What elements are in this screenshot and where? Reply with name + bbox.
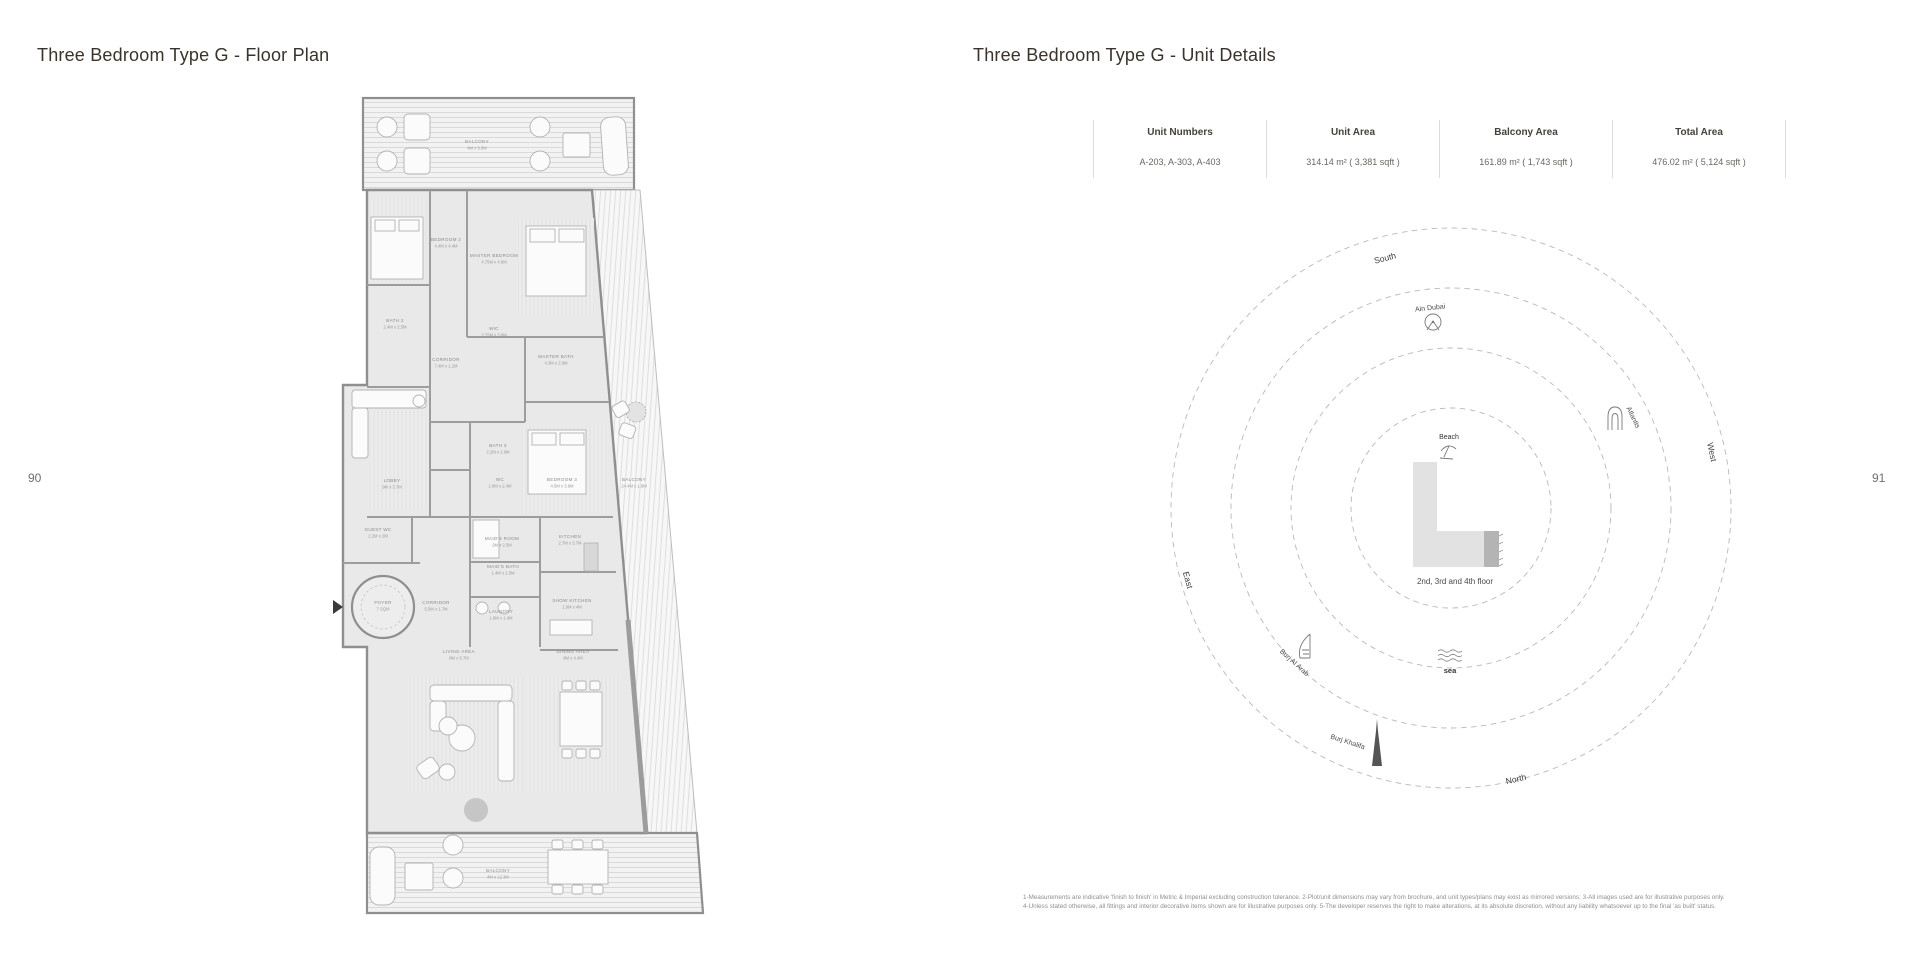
pillow: [399, 220, 419, 231]
room-label: BEDROOM 2: [430, 237, 462, 242]
room-dims: 7 SQM: [376, 606, 390, 612]
washer: [476, 602, 488, 614]
room-dims: 2M x 2.5M: [492, 542, 512, 548]
sofa: [498, 701, 514, 781]
room-dims: 4.4M x 4.4M: [434, 243, 458, 249]
balcony-table: [405, 863, 433, 890]
lobby-sofa: [352, 408, 368, 458]
balcony-chair: [552, 840, 563, 849]
direction-west: West: [1705, 441, 1719, 463]
kitchen-counter: [584, 543, 598, 571]
room-label: KITCHEN: [558, 534, 582, 539]
room-dims: 1.8M x 2.4M: [488, 483, 512, 489]
footnote-line-1: 1-Measurements are indicative 'finish to finish' in Metric & Imperial excluding construction tolerance. 2-Plot/unit dimensions may vary from brochure, and unit types/plans may exist as mirrored versions; 3-All images used are for illustrative purposes only.: [1023, 894, 1725, 901]
sofa: [430, 685, 512, 701]
room-dims: 3.75M x 3.9M: [481, 332, 507, 338]
burj-khalifa-icon: [1372, 719, 1382, 766]
room-label: SHOW KITCHEN: [552, 598, 592, 603]
lobby-lamp: [413, 395, 425, 407]
pillow: [559, 229, 584, 242]
dining-chair: [576, 681, 586, 690]
room-dims: 9M x 3.7M: [382, 484, 402, 490]
balcony-chair: [530, 151, 550, 171]
room-label: BATH 3: [489, 443, 507, 448]
dining-chair: [590, 749, 600, 758]
beach-label: Beach: [1439, 434, 1459, 441]
unit-highlight-ticks: [1499, 534, 1503, 566]
atlantis-label: Atlantis: [1624, 405, 1641, 430]
room-dims: 7.4M x 1.2M: [434, 363, 458, 369]
balcony-lounge: [370, 847, 395, 905]
sea-label: sea: [1443, 666, 1457, 675]
balcony-chair: [572, 840, 583, 849]
room-label: MAID'S BATH: [487, 564, 519, 569]
column-header: Unit Area: [1330, 127, 1376, 138]
table-column-unit-numbers: [1094, 120, 1267, 178]
column-value: 314.14 m² ( 3,381 sqft ): [1306, 157, 1400, 167]
room-dims: 1.4M x 2.5M: [491, 570, 515, 576]
burj-al-arab-icon: [1299, 634, 1310, 658]
unit-details-table: [1093, 120, 1786, 178]
unit-highlight: [1484, 531, 1499, 567]
room-label: DINING AREA: [556, 649, 590, 654]
column-header: Balcony Area: [1494, 127, 1558, 138]
column-header: Total Area: [1675, 127, 1723, 138]
room-label: MAID'S ROOM: [484, 536, 520, 541]
room-dims: 2.7M x 3.7M: [558, 540, 582, 546]
column-value: 476.02 m² ( 5,124 sqft ): [1652, 157, 1746, 167]
column-header: Unit Numbers: [1147, 127, 1213, 138]
burj-al-arab-label: Burj Al Arab: [1278, 648, 1310, 678]
room-dims: 4.75M x 4.8M: [481, 259, 507, 265]
table-column-total-area: [1613, 120, 1786, 178]
balcony-chair: [377, 117, 397, 137]
pillow: [532, 433, 556, 445]
coffee-table: [439, 717, 457, 735]
ain-dubai-ferris-wheel-icon: [1425, 314, 1441, 330]
direction-south: South: [1372, 250, 1398, 266]
room-dims: 4M x 5.9M: [467, 145, 487, 151]
burj-khalifa-label: Burj Khalifa: [1329, 733, 1366, 752]
pillow: [560, 433, 584, 445]
room-dims: 8M x 4.4M: [563, 655, 583, 661]
floor-plan: [330, 85, 730, 930]
room-label: LAUNDRY: [489, 609, 513, 614]
sea-waves-icon: [1438, 650, 1462, 661]
room-label: FOYER: [374, 600, 392, 605]
balcony-chair: [443, 835, 463, 855]
left-page-number: 90: [28, 471, 42, 485]
footnotes: [1023, 894, 1768, 911]
room-label: LOBBY: [383, 478, 401, 483]
top-balcony: [363, 98, 634, 190]
kitchen-island: [550, 620, 592, 635]
balcony-chair: [592, 885, 603, 894]
room-dims: 4M x 12.3M: [487, 874, 509, 880]
room-label: CORRIDOR: [432, 357, 460, 362]
room-label: MASTER BATH: [538, 354, 574, 359]
dining-chair: [576, 749, 586, 758]
room-label: LIVING AREA: [443, 649, 475, 654]
direction-north: North: [1504, 771, 1528, 787]
plant: [464, 798, 488, 822]
room-label: BATH 2: [386, 318, 404, 323]
balcony-seat: [404, 114, 430, 140]
room-label: GUEST WC: [364, 527, 392, 532]
balcony-chair: [572, 885, 583, 894]
room-dims: 4.3M x 2.8M: [544, 360, 568, 366]
balcony-dining-table: [548, 850, 608, 884]
room-label: BALCONY: [464, 139, 490, 144]
column-value: 161.89 m² ( 1,743 sqft ): [1479, 157, 1573, 167]
pillow: [375, 220, 395, 231]
room-dims: 1.8M x 1.4M: [489, 615, 513, 621]
orientation-diagram: [1140, 200, 1770, 820]
room-dims: 2.9M x 4M: [562, 604, 582, 610]
balcony-chair: [443, 868, 463, 888]
compass-ring-outer: [1171, 228, 1731, 788]
room-dims: 24.4M x 1.8M: [621, 483, 647, 489]
room-label: BALCONY: [621, 477, 647, 482]
footnote-line-2: 4-Unless stated otherwise, all fittings and interior decorative items shown are for illustrative purposes only. 5-The developer reserves the right to make alterations, at its absolute discretion, without any liability whatsoever up to the final 'as built' status.: [1023, 902, 1716, 910]
left-page-title: Three Bedroom Type G - Floor Plan: [37, 45, 330, 65]
pouf: [439, 764, 455, 780]
balcony-seat: [404, 148, 430, 174]
room-dims: 5.5M x 1.7M: [424, 606, 448, 612]
room-dims: 4.5M x 3.9M: [550, 483, 574, 489]
dining-chair: [562, 681, 572, 690]
floors-note: 2nd, 3rd and 4th floor: [1416, 577, 1494, 586]
room-dims: 2.4M x 2.5M: [383, 324, 407, 330]
room-dims: 2.2M x 2.9M: [486, 449, 510, 455]
room-label: MASTER BEDROOM: [469, 253, 519, 258]
room-label: BEDROOM 3: [546, 477, 578, 482]
room-label: BALCONY: [485, 868, 511, 873]
room-dims: 8M x 6.7M: [449, 655, 469, 661]
atlantis-arch-icon: [1608, 407, 1622, 430]
balcony-chair: [377, 151, 397, 171]
compass-ring-2: [1291, 348, 1611, 668]
right-page-number: 91: [1872, 471, 1886, 485]
pillow: [530, 229, 555, 242]
beach-umbrella-icon: [1440, 446, 1456, 459]
room-label: WIC: [489, 326, 499, 331]
balcony-chair: [530, 117, 550, 137]
lobby-floor: [370, 410, 428, 510]
column-value: A-203, A-303, A-403: [1139, 157, 1221, 167]
balcony-chair: [592, 840, 603, 849]
ain-dubai-label: Ain Dubai: [1414, 303, 1446, 314]
dining-table: [560, 692, 602, 746]
balcony-lounge: [600, 116, 629, 176]
room-label: CORRIDOR: [422, 600, 450, 605]
right-page-title: Three Bedroom Type G - Unit Details: [973, 45, 1276, 65]
room-dims: 2.2M x 2M: [368, 533, 388, 539]
balcony-table: [563, 133, 590, 157]
room-label: WC: [495, 477, 505, 482]
direction-east: East: [1180, 570, 1196, 590]
dining-chair: [590, 681, 600, 690]
dining-chair: [562, 749, 572, 758]
entry-marker: [333, 600, 343, 614]
balcony-chair: [552, 885, 563, 894]
table-column-unit-area: [1267, 120, 1440, 178]
table-column-balcony-area: [1440, 120, 1613, 178]
